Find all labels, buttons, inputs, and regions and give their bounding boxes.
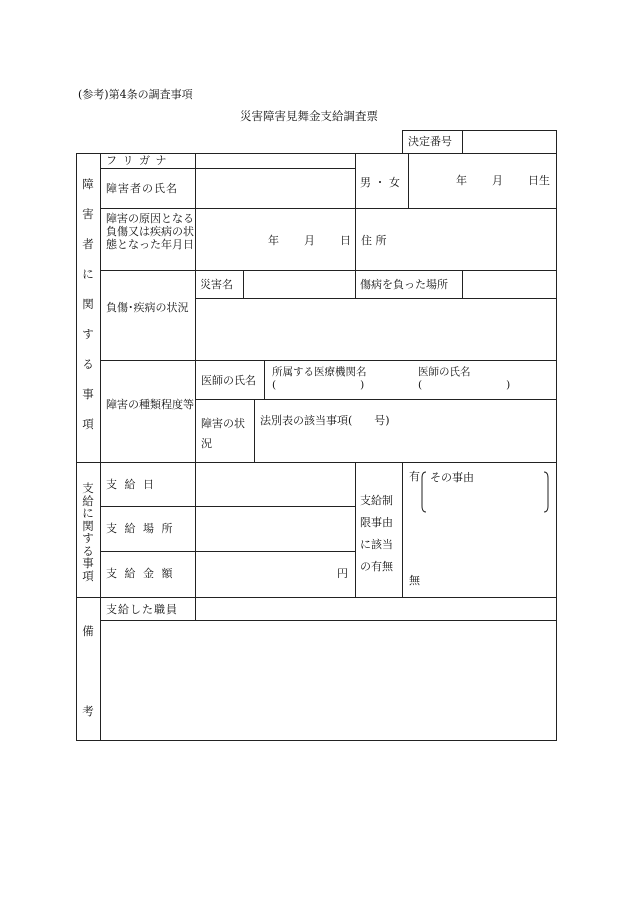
section-label-remarks: 備 考 [82,624,94,718]
restriction-label: 支給制限事由に該当の有無 [360,494,393,573]
disability-type-label: 障害の種類程度等 [106,398,194,411]
doctor-name-field[interactable]: ( ) [418,379,511,391]
restriction-yes[interactable]: 有 [409,470,420,483]
address-label: 住 所 [361,234,387,247]
doctor-name-sub-label: 医師の氏名 [418,366,471,378]
birth-year: 年 [456,174,467,187]
pay-place-label: 支 給 場 所 [106,522,175,535]
cause-month: 月 [304,234,315,247]
birth-day: 日生 [528,174,550,187]
disability-status-label: 障害の状況 [201,417,245,450]
decision-number-field[interactable] [466,135,552,148]
yen-unit: 円 [337,567,348,580]
disaster-name-label: 災害名 [200,278,233,291]
cause-date-label: 障害の原因となる負傷又は疾病の状態となった年月日 [106,212,194,251]
table-item-field[interactable]: 法別表の該当事項( 号) [260,414,390,427]
furigana-label: フ リ ガ ナ [106,154,168,167]
injury-status-label: 負傷･疾病の状況 [106,301,189,314]
reference-note: (参考)第4条の調査事項 [78,88,193,101]
decision-number-label: 決定番号 [408,135,452,148]
section-label-disabled-person: 障 害 者 に 関 す る 事 項 [82,177,94,431]
name-label: 障害者の氏名 [106,182,178,195]
institution-field[interactable]: ( ) [272,379,365,391]
cause-day: 日 [340,234,351,247]
birth-month: 月 [492,174,503,187]
pay-date-label: 支 給 日 [106,478,156,491]
form-title: 災害障害見舞金支給調査票 [240,109,378,123]
pay-amount-label: 支 給 金 額 [106,567,175,580]
doctor-name-label: 医師の氏名 [201,374,256,387]
reason-label: その事由 [430,471,474,484]
staff-label: 支給した職員 [106,603,178,616]
injury-place-label: 傷病を負った場所 [360,278,448,291]
section-label-payment: 支 給 に 関 す る 事 項 [82,481,94,583]
restriction-no[interactable]: 無 [409,574,420,587]
institution-label: 所属する医療機関名 [272,366,367,378]
sex-label[interactable]: 男 ・ 女 [360,176,400,189]
cause-year: 年 [268,234,279,247]
